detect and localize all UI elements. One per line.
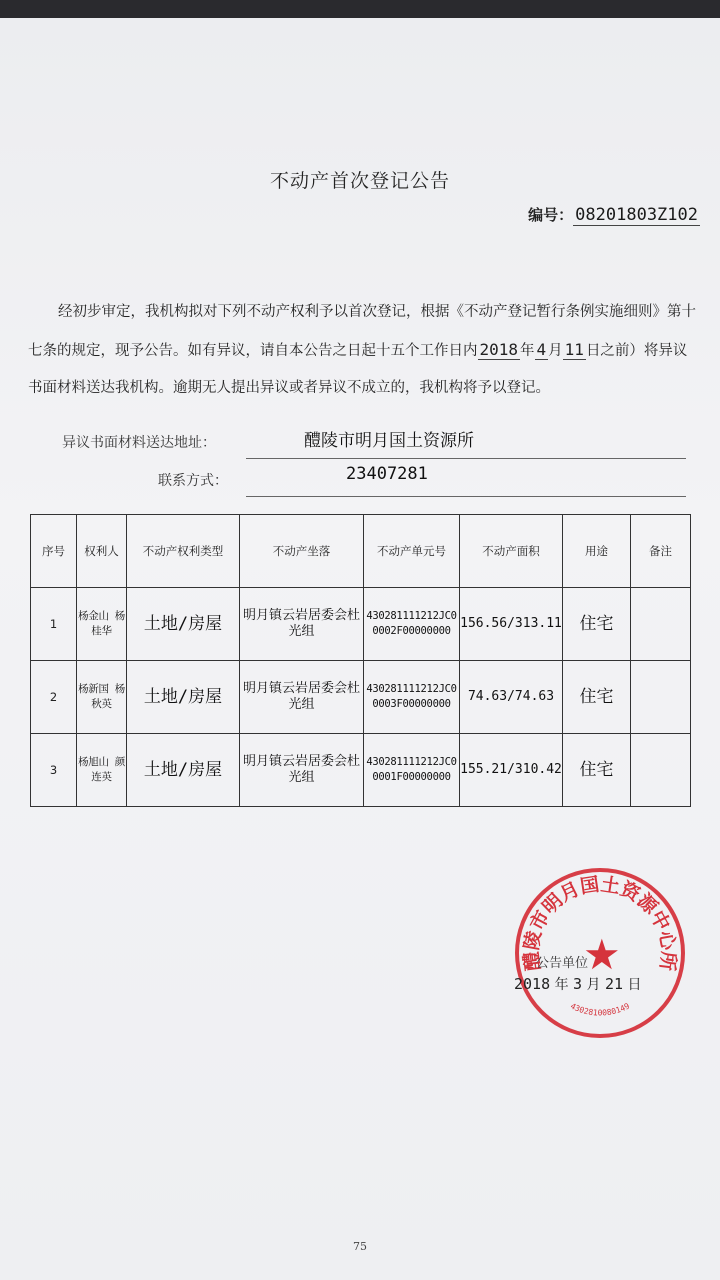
seal-name: 醴陵市明月国土资源中心所 [520,873,680,972]
table-row [31,661,691,734]
row-holder: 杨旭山 颜连英 [77,734,127,807]
issue-day: 21 [604,975,624,993]
row-unit-no: 430281111212JC00003F00000000 [364,661,460,734]
row-note [631,734,691,807]
row-location: 明月镇云岩居委会杜光组 [240,588,364,661]
header-note: 备注 [631,515,691,588]
issue-month-unit: 月 [586,977,601,993]
issue-day-unit: 日 [627,977,642,993]
row-holder: 杨新国 杨秋英 [77,661,127,734]
issue-year: 2018 [514,975,551,993]
header-location: 不动产坐落 [240,515,364,588]
row-no: 3 [31,734,77,807]
row-area: 155.21/310.42 [460,734,563,807]
header-no: 序号 [31,515,77,588]
row-right-type: 土地/房屋 [127,588,240,661]
row-no: 2 [31,661,77,734]
deadline-day: 11 [564,340,584,359]
notice-paragraph [28,294,698,407]
address-underline [246,458,686,459]
serial-number [528,204,700,225]
deadline-month: 4 [536,340,547,359]
header-area: 不动产面积 [460,515,563,588]
issue-month: 3 [573,975,583,993]
property-table [30,514,691,807]
row-holder: 杨金山 杨桂华 [77,588,127,661]
header-use: 用途 [563,515,631,588]
row-location: 明月镇云岩居委会杜光组 [240,661,364,734]
header-holder: 权利人 [77,515,127,588]
table-row [31,588,691,661]
row-right-type: 土地/房屋 [127,734,240,807]
serial-label: 编号： [528,206,574,224]
contact-value: 23407281 [346,464,428,484]
row-unit-no: 430281111212JC00001F00000000 [364,734,460,807]
issue-year-unit: 年 [554,977,569,993]
row-use: 住宅 [563,588,631,661]
seal-code: 4302810080149 [568,1001,632,1018]
row-area: 156.56/313.11 [460,588,563,661]
page-number: 75 [353,1240,367,1253]
row-use: 住宅 [563,661,631,734]
header-right-type: 不动产权利类型 [127,515,240,588]
issue-date [514,974,641,994]
notice-text-2: 日之前）将异议书面材料送达我机构。逾期无人提出异议或者异议不成立的，我机构将予以登记。 [28,343,688,396]
document-paper [0,18,720,1280]
issuer-label: 公告单位 [536,956,589,971]
objection-address-value: 醴陵市明月国土资源所 [304,431,474,451]
notice-text-1: 经初步审定，我机构拟对下列不动产权利予以首次登记，根据《不动产登记暂行条例实施细则》第十七条的规定，现予公告。如有异议，请自本公告之日起十五个工作日内 [28,304,696,359]
contact-label: 联系方式： [158,473,228,489]
row-note [631,661,691,734]
deadline-month-unit: 月 [548,343,563,359]
row-unit-no: 430281111212JC00002F00000000 [364,588,460,661]
document-title: 不动产首次登记公告 [269,170,450,192]
svg-text:4302810080149 [569,1001,631,1017]
deadline-year-unit: 年 [520,343,535,359]
row-area: 74.63/74.63 [460,661,563,734]
row-right-type: 土地/房屋 [127,661,240,734]
table-header-row [31,515,691,588]
serial-value: 08201803Z102 [575,205,698,225]
table-row [31,734,691,807]
contact-underline [246,496,686,497]
row-no: 1 [31,588,77,661]
row-location: 明月镇云岩居委会杜光组 [240,734,364,807]
header-unit-no: 不动产单元号 [364,515,460,588]
objection-address-label: 异议书面材料送达地址： [62,435,216,451]
row-use: 住宅 [563,734,631,807]
deadline-year: 2018 [479,340,519,359]
row-note [631,588,691,661]
star-icon: ★ [583,930,621,979]
